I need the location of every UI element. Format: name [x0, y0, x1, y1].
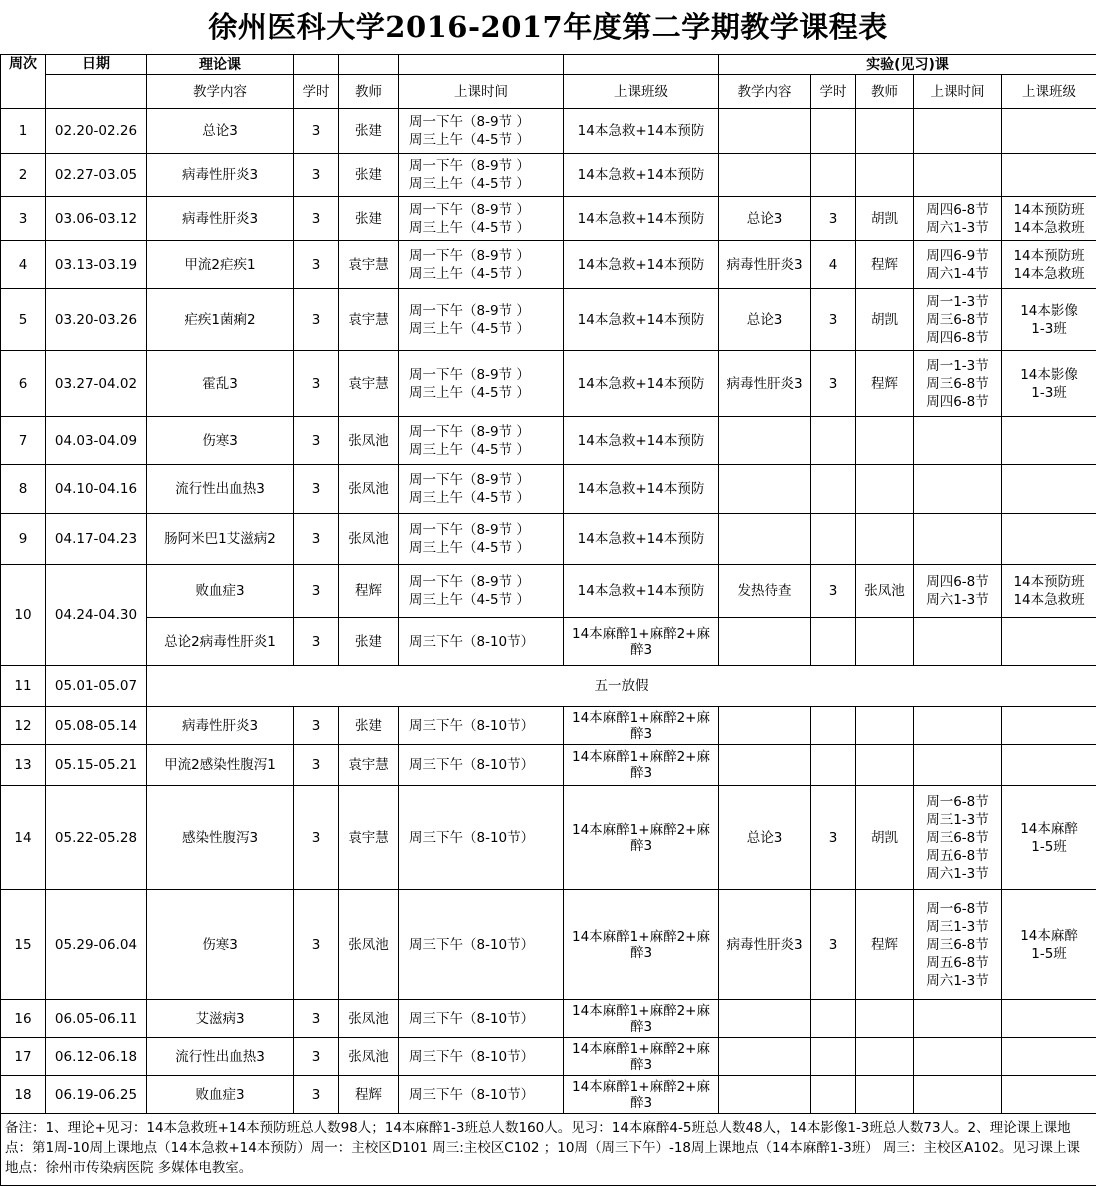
- lab-time-cell: [914, 417, 1002, 465]
- lab-time-cell: 周四6-9节 周六1-4节: [914, 241, 1002, 289]
- theory-class-cell: 14本急救+14本预防: [564, 154, 719, 197]
- subheader-cell: 上课时间: [914, 75, 1002, 109]
- lab-content-cell: [719, 1000, 811, 1038]
- week-cell: 13: [1, 745, 46, 786]
- lab-class-cell: [1002, 1038, 1096, 1076]
- header-blank: [339, 55, 399, 75]
- theory-teacher-cell: 袁宇慧: [339, 351, 399, 417]
- date-cell: 04.10-04.16: [46, 465, 147, 514]
- lab-teacher-cell: [856, 707, 914, 745]
- theory-content-cell: 病毒性肝炎3: [147, 707, 294, 745]
- theory-time-cell: 周三下午（8-10节）: [399, 1000, 564, 1038]
- subheader-cell: 上课班级: [1002, 75, 1096, 109]
- table-row: [1, 707, 1096, 745]
- theory-class-cell: 14本急救+14本预防: [564, 514, 719, 565]
- week-cell: 8: [1, 465, 46, 514]
- lab-time-cell: 周一6-8节 周三1-3节 周三6-8节 周五6-8节 周六1-3节: [914, 786, 1002, 890]
- lab-class-cell: 14本麻醉 1-5班: [1002, 890, 1096, 1000]
- theory-hours-cell: 3: [294, 154, 339, 197]
- lab-time-cell: [914, 154, 1002, 197]
- theory-teacher-cell: 张凤池: [339, 417, 399, 465]
- lab-hours-cell: [811, 514, 856, 565]
- lab-class-cell: 14本影像 1-3班: [1002, 289, 1096, 351]
- lab-class-cell: 14本预防班 14本急救班: [1002, 197, 1096, 241]
- subheader-cell: 学时: [811, 75, 856, 109]
- lab-teacher-cell: [856, 465, 914, 514]
- date-cell: 05.08-05.14: [46, 707, 147, 745]
- date-cell: 03.06-03.12: [46, 197, 147, 241]
- lab-teacher-cell: [856, 1000, 914, 1038]
- theory-content-cell: 病毒性肝炎3: [147, 154, 294, 197]
- lab-hours-cell: 3: [811, 786, 856, 890]
- subheader-cell: 教师: [339, 75, 399, 109]
- lab-time-cell: [914, 1000, 1002, 1038]
- subheader-cell: 教学内容: [147, 75, 294, 109]
- week-cell: 15: [1, 890, 46, 1000]
- week-cell: 14: [1, 786, 46, 890]
- lab-hours-cell: [811, 745, 856, 786]
- theory-class-cell: 14本急救+14本预防: [564, 417, 719, 465]
- lab-teacher-cell: 程辉: [856, 890, 914, 1000]
- lab-empty-cell: [719, 618, 811, 666]
- table-row: [1, 1076, 1096, 1114]
- week-cell: 5: [1, 289, 46, 351]
- date-cell: 02.27-03.05: [46, 154, 147, 197]
- lab-time-cell: 周四6-8节 周六1-3节: [914, 197, 1002, 241]
- lab-content-cell: 病毒性肝炎3: [719, 241, 811, 289]
- lab-content-cell: 发热待查: [719, 565, 811, 618]
- theory-class-cell: 14本急救+14本预防: [564, 289, 719, 351]
- header-blank: [564, 55, 719, 75]
- theory-teacher-cell: 张建: [339, 154, 399, 197]
- lab-time-cell: [914, 1076, 1002, 1114]
- theory-time-cell: 周一下午（8-9节 ） 周三上午（4-5节 ）: [399, 109, 564, 154]
- theory-class-cell: 14本麻醉1+麻醉2+麻醉3: [564, 618, 719, 666]
- lab-time-cell: 周一1-3节 周三6-8节 周四6-8节: [914, 289, 1002, 351]
- theory-class-cell: 14本急救+14本预防: [564, 197, 719, 241]
- theory-class-cell: 14本麻醉1+麻醉2+麻醉3: [564, 745, 719, 786]
- lab-class-cell: 14本预防班 14本急救班: [1002, 565, 1096, 618]
- lab-teacher-cell: [856, 1038, 914, 1076]
- lab-time-cell: [914, 1038, 1002, 1076]
- date-cell: 06.12-06.18: [46, 1038, 147, 1076]
- lab-content-cell: [719, 745, 811, 786]
- lab-time-cell: [914, 745, 1002, 786]
- date-cell: 03.20-03.26: [46, 289, 147, 351]
- lab-hours-cell: 3: [811, 197, 856, 241]
- theory-content-cell: 霍乱3: [147, 351, 294, 417]
- holiday-cell: 五一放假: [147, 666, 1096, 707]
- theory-time-cell: 周一下午（8-9节 ） 周三上午（4-5节 ）: [399, 197, 564, 241]
- lab-class-cell: [1002, 1000, 1096, 1038]
- theory-hours-cell: 3: [294, 618, 339, 666]
- header-week: 周次: [1, 55, 46, 109]
- date-cell: 05.22-05.28: [46, 786, 147, 890]
- lab-content-cell: [719, 707, 811, 745]
- table-row: [1, 666, 1096, 707]
- theory-content-cell: 艾滋病3: [147, 1000, 294, 1038]
- date-cell: 03.27-04.02: [46, 351, 147, 417]
- lab-class-cell: 14本预防班 14本急救班: [1002, 241, 1096, 289]
- table-row: [1, 109, 1096, 154]
- theory-class-cell: 14本急救+14本预防: [564, 565, 719, 618]
- theory-time-cell: 周一下午（8-9节 ） 周三上午（4-5节 ）: [399, 351, 564, 417]
- theory-content-cell: 总论3: [147, 109, 294, 154]
- theory-time-cell: 周一下午（8-9节 ） 周三上午（4-5节 ）: [399, 154, 564, 197]
- lab-teacher-cell: 胡凯: [856, 786, 914, 890]
- theory-class-cell: 14本急救+14本预防: [564, 465, 719, 514]
- header-row-1: [1, 55, 1096, 75]
- lab-content-cell: [719, 514, 811, 565]
- header-blank: [399, 55, 564, 75]
- theory-hours-cell: 3: [294, 465, 339, 514]
- lab-hours-cell: 3: [811, 351, 856, 417]
- lab-class-cell: [1002, 745, 1096, 786]
- subheader-cell: 上课班级: [564, 75, 719, 109]
- lab-content-cell: [719, 109, 811, 154]
- theory-class-cell: 14本急救+14本预防: [564, 241, 719, 289]
- lab-teacher-cell: [856, 154, 914, 197]
- theory-hours-cell: 3: [294, 1038, 339, 1076]
- week-cell: 7: [1, 417, 46, 465]
- page-title: 徐州医科大学2016-2017年度第二学期教学课程表: [0, 0, 1096, 54]
- lab-teacher-cell: [856, 514, 914, 565]
- theory-content-cell: 流行性出血热3: [147, 1038, 294, 1076]
- lab-hours-cell: 4: [811, 241, 856, 289]
- theory-hours-cell: 3: [294, 890, 339, 1000]
- lab-class-cell: 14本麻醉 1-5班: [1002, 786, 1096, 890]
- table-row: [1, 417, 1096, 465]
- week-cell: 6: [1, 351, 46, 417]
- theory-hours-cell: 3: [294, 241, 339, 289]
- theory-hours-cell: 3: [294, 1076, 339, 1114]
- theory-time-cell: 周一下午（8-9节 ） 周三上午（4-5节 ）: [399, 514, 564, 565]
- lab-empty-cell: [811, 618, 856, 666]
- theory-teacher-cell: 袁宇慧: [339, 289, 399, 351]
- date-cell: 05.15-05.21: [46, 745, 147, 786]
- header-date: 日期: [46, 55, 147, 75]
- theory-hours-cell: 3: [294, 786, 339, 890]
- header-row-2: [1, 75, 1096, 109]
- theory-teacher-cell: 张凤池: [339, 465, 399, 514]
- lab-empty-cell: [1002, 618, 1096, 666]
- table-row: [1, 786, 1096, 890]
- theory-time-cell: 周一下午（8-9节 ） 周三上午（4-5节 ）: [399, 565, 564, 618]
- lab-time-cell: [914, 109, 1002, 154]
- lab-hours-cell: 3: [811, 565, 856, 618]
- theory-class-cell: 14本麻醉1+麻醉2+麻醉3: [564, 707, 719, 745]
- theory-teacher-cell: 袁宇慧: [339, 241, 399, 289]
- lab-class-cell: 14本影像 1-3班: [1002, 351, 1096, 417]
- table-row: [1, 745, 1096, 786]
- theory-teacher-cell: 袁宇慧: [339, 745, 399, 786]
- theory-class-cell: 14本麻醉1+麻醉2+麻醉3: [564, 890, 719, 1000]
- theory-teacher-cell: 张凤池: [339, 1000, 399, 1038]
- table-row: [1, 514, 1096, 565]
- lab-content-cell: 病毒性肝炎3: [719, 351, 811, 417]
- table-row: [1, 465, 1096, 514]
- date-cell: 06.05-06.11: [46, 1000, 147, 1038]
- lab-content-cell: [719, 465, 811, 514]
- week-cell: 2: [1, 154, 46, 197]
- lab-hours-cell: [811, 154, 856, 197]
- subheader-cell: 上课时间: [399, 75, 564, 109]
- week-cell: 12: [1, 707, 46, 745]
- theory-content-cell: 甲流2感染性腹泻1: [147, 745, 294, 786]
- theory-content-cell: 甲流2疟疾1: [147, 241, 294, 289]
- lab-time-cell: 周一1-3节 周三6-8节 周四6-8节: [914, 351, 1002, 417]
- header-lab: 实验(见习)课: [719, 55, 1096, 75]
- table-row: [1, 241, 1096, 289]
- theory-time-cell: 周一下午（8-9节 ） 周三上午（4-5节 ）: [399, 417, 564, 465]
- date-cell: 05.01-05.07: [46, 666, 147, 707]
- lab-empty-cell: [856, 618, 914, 666]
- week-cell: 17: [1, 1038, 46, 1076]
- lab-content-cell: 病毒性肝炎3: [719, 890, 811, 1000]
- theory-hours-cell: 3: [294, 417, 339, 465]
- lab-content-cell: [719, 154, 811, 197]
- date-cell: 03.13-03.19: [46, 241, 147, 289]
- date-cell: 02.20-02.26: [46, 109, 147, 154]
- theory-time-cell: 周三下午（8-10节）: [399, 1038, 564, 1076]
- theory-hours-cell: 3: [294, 289, 339, 351]
- lab-teacher-cell: 程辉: [856, 241, 914, 289]
- subheader-cell: 教师: [856, 75, 914, 109]
- theory-teacher-cell: 张建: [339, 197, 399, 241]
- theory-hours-cell: 3: [294, 565, 339, 618]
- remarks-note: 备注：1、理论+见习：14本急救班+14本预防班总人数98人；14本麻醉1-3班总人数160人。见习：14本麻醉4-5班总人数48人，14本影像1-3班总人数73人。2、理论课上课地点：第1周-10周上课地点（14本急救+14本预防）周一：主校区D101 周三:主校区C102 ；10周（周三下午）-18周上课地点（14本麻醉1-3班） 周三：主校区A102。见习课上课地点：徐州市传染病医院 多媒体电教室。: [1, 1114, 1096, 1186]
- lab-class-cell: [1002, 109, 1096, 154]
- theory-class-cell: 14本麻醉1+麻醉2+麻醉3: [564, 1076, 719, 1114]
- lab-hours-cell: 3: [811, 890, 856, 1000]
- lab-teacher-cell: [856, 109, 914, 154]
- theory-content-cell: 败血症3: [147, 1076, 294, 1114]
- theory-hours-cell: 3: [294, 109, 339, 154]
- lab-content-cell: 总论3: [719, 197, 811, 241]
- subheader-cell: 学时: [294, 75, 339, 109]
- theory-class-cell: 14本麻醉1+麻醉2+麻醉3: [564, 1038, 719, 1076]
- theory-time-cell: 周三下午（8-10节）: [399, 707, 564, 745]
- theory-hours-cell: 3: [294, 707, 339, 745]
- lab-class-cell: [1002, 465, 1096, 514]
- lab-time-cell: 周四6-8节 周六1-3节: [914, 565, 1002, 618]
- theory-hours-cell: 3: [294, 514, 339, 565]
- theory-class-cell: 14本急救+14本预防: [564, 109, 719, 154]
- week-cell: 18: [1, 1076, 46, 1114]
- date-cell: 05.29-06.04: [46, 890, 147, 1000]
- lab-teacher-cell: 张凤池: [856, 565, 914, 618]
- course-schedule-table: [0, 54, 1096, 1186]
- lab-teacher-cell: 胡凯: [856, 197, 914, 241]
- theory-teacher-cell: 袁宇慧: [339, 786, 399, 890]
- lab-hours-cell: [811, 465, 856, 514]
- header-blank: [294, 55, 339, 75]
- theory-content-cell: 败血症3: [147, 565, 294, 618]
- lab-time-cell: 周一6-8节 周三1-3节 周三6-8节 周五6-8节 周六1-3节: [914, 890, 1002, 1000]
- table-row: [1, 890, 1096, 1000]
- lab-teacher-cell: 程辉: [856, 351, 914, 417]
- theory-content-cell: 疟疾1菌痢2: [147, 289, 294, 351]
- header-blank: [46, 75, 147, 109]
- week-cell: 3: [1, 197, 46, 241]
- theory-content-cell: 伤寒3: [147, 417, 294, 465]
- theory-teacher-cell: 程辉: [339, 565, 399, 618]
- lab-hours-cell: [811, 1000, 856, 1038]
- lab-hours-cell: [811, 707, 856, 745]
- lab-teacher-cell: 胡凯: [856, 289, 914, 351]
- theory-content-cell: 肠阿米巴1艾滋病2: [147, 514, 294, 565]
- lab-content-cell: 总论3: [719, 786, 811, 890]
- theory-time-cell: 周三下午（8-10节）: [399, 890, 564, 1000]
- theory-content-cell: 伤寒3: [147, 890, 294, 1000]
- date-cell: 06.19-06.25: [46, 1076, 147, 1114]
- subheader-cell: 教学内容: [719, 75, 811, 109]
- notes-row: [1, 1114, 1096, 1186]
- theory-time-cell: 周一下午（8-9节 ） 周三上午（4-5节 ）: [399, 465, 564, 514]
- theory-teacher-cell: 张凤池: [339, 1038, 399, 1076]
- lab-class-cell: [1002, 514, 1096, 565]
- theory-time-cell: 周三下午（8-10节）: [399, 618, 564, 666]
- lab-class-cell: [1002, 154, 1096, 197]
- lab-class-cell: [1002, 707, 1096, 745]
- header-theory: 理论课: [147, 55, 294, 75]
- theory-time-cell: 周三下午（8-10节）: [399, 786, 564, 890]
- table-row: [1, 351, 1096, 417]
- week-cell: 11: [1, 666, 46, 707]
- lab-content-cell: [719, 1076, 811, 1114]
- lab-hours-cell: [811, 109, 856, 154]
- theory-teacher-cell: 张凤池: [339, 890, 399, 1000]
- theory-teacher-cell: 张凤池: [339, 514, 399, 565]
- lab-class-cell: [1002, 1076, 1096, 1114]
- theory-hours-cell: 3: [294, 351, 339, 417]
- week-cell: 10: [1, 565, 46, 666]
- week-cell: 1: [1, 109, 46, 154]
- theory-content-cell: 总论2病毒性肝炎1: [147, 618, 294, 666]
- theory-teacher-cell: 张建: [339, 109, 399, 154]
- lab-empty-cell: [914, 618, 1002, 666]
- theory-hours-cell: 3: [294, 1000, 339, 1038]
- lab-class-cell: [1002, 417, 1096, 465]
- lab-teacher-cell: [856, 1076, 914, 1114]
- theory-class-cell: 14本麻醉1+麻醉2+麻醉3: [564, 1000, 719, 1038]
- lab-teacher-cell: [856, 417, 914, 465]
- lab-hours-cell: [811, 1076, 856, 1114]
- week-cell: 4: [1, 241, 46, 289]
- lab-hours-cell: [811, 417, 856, 465]
- table-row: [1, 1000, 1096, 1038]
- lab-teacher-cell: [856, 745, 914, 786]
- table-row: [1, 154, 1096, 197]
- lab-content-cell: 总论3: [719, 289, 811, 351]
- table-row: [1, 197, 1096, 241]
- lab-content-cell: [719, 1038, 811, 1076]
- theory-content-cell: 感染性腹泻3: [147, 786, 294, 890]
- lab-time-cell: [914, 465, 1002, 514]
- table-row: [1, 618, 1096, 666]
- theory-content-cell: 病毒性肝炎3: [147, 197, 294, 241]
- lab-content-cell: [719, 417, 811, 465]
- table-row: [1, 565, 1096, 618]
- theory-hours-cell: 3: [294, 745, 339, 786]
- date-cell: 04.17-04.23: [46, 514, 147, 565]
- theory-time-cell: 周三下午（8-10节）: [399, 745, 564, 786]
- theory-teacher-cell: 张建: [339, 618, 399, 666]
- lab-time-cell: [914, 707, 1002, 745]
- theory-hours-cell: 3: [294, 197, 339, 241]
- theory-class-cell: 14本麻醉1+麻醉2+麻醉3: [564, 786, 719, 890]
- theory-time-cell: 周一下午（8-9节 ） 周三上午（4-5节 ）: [399, 241, 564, 289]
- table-row: [1, 1038, 1096, 1076]
- lab-time-cell: [914, 514, 1002, 565]
- lab-hours-cell: 3: [811, 289, 856, 351]
- date-cell: 04.03-04.09: [46, 417, 147, 465]
- date-cell: 04.24-04.30: [46, 565, 147, 666]
- table-row: [1, 289, 1096, 351]
- week-cell: 16: [1, 1000, 46, 1038]
- lab-hours-cell: [811, 1038, 856, 1076]
- theory-class-cell: 14本急救+14本预防: [564, 351, 719, 417]
- theory-time-cell: 周三下午（8-10节）: [399, 1076, 564, 1114]
- theory-time-cell: 周一下午（8-9节 ） 周三上午（4-5节 ）: [399, 289, 564, 351]
- week-cell: 9: [1, 514, 46, 565]
- theory-teacher-cell: 程辉: [339, 1076, 399, 1114]
- theory-content-cell: 流行性出血热3: [147, 465, 294, 514]
- theory-teacher-cell: 张建: [339, 707, 399, 745]
